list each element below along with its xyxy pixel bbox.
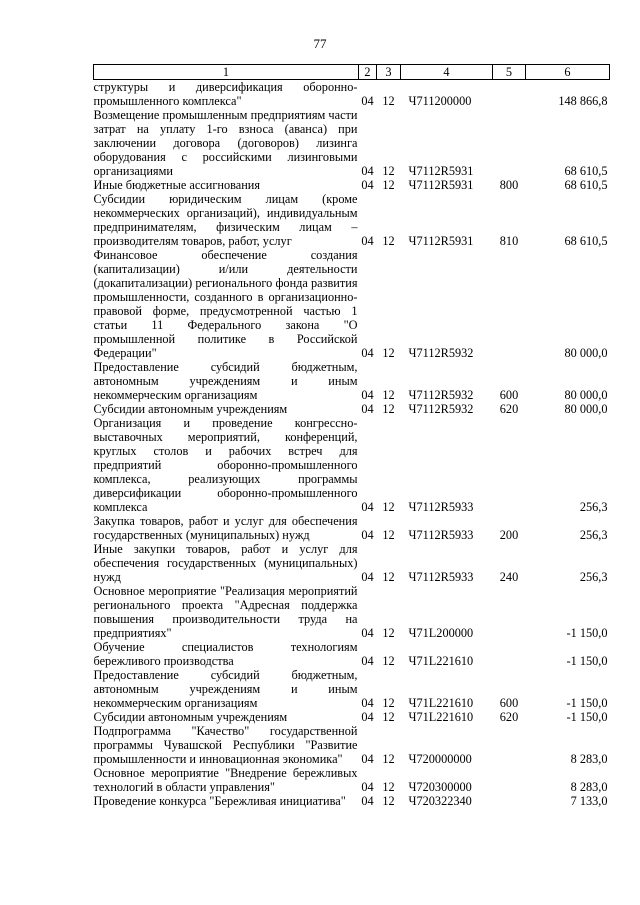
row-name: Иные бюджетные ассигнования	[93, 178, 261, 192]
row-subsection: 12	[382, 626, 395, 640]
row-subsection: 12	[382, 388, 395, 402]
row-name: Иные закупки товаров, работ и услуг для обеспечения государственных (муниципальных) нужд	[93, 542, 358, 584]
column-header: 2	[359, 65, 377, 80]
row-type: 240	[499, 570, 519, 584]
row-name: Обучение специалистов технологиям бережливого производства	[93, 640, 358, 668]
row-section: 04	[361, 164, 374, 178]
table-row	[94, 668, 610, 710]
table-body	[94, 80, 610, 809]
row-code: Ч71L221610	[408, 696, 474, 710]
row-name: Предоставление субсидий бюджетным, автономным учреждениям и иным некоммерческим организациям	[93, 668, 358, 710]
row-subsection: 12	[382, 710, 395, 724]
row-type	[493, 80, 526, 109]
row-section: 04	[361, 654, 374, 668]
row-section: 04	[361, 402, 374, 416]
row-amount: 7 133,0	[570, 794, 608, 808]
table-row	[94, 542, 610, 584]
row-subsection: 12	[382, 402, 395, 416]
row-amount: 80 000,0	[564, 388, 608, 402]
row-code: Ч7112R5933	[408, 500, 474, 514]
row-section: 04	[361, 234, 374, 248]
row-subsection: 12	[382, 570, 395, 584]
row-type	[493, 640, 526, 668]
row-amount: 80 000,0	[564, 346, 608, 360]
row-subsection: 12	[382, 528, 395, 542]
row-section: 04	[361, 626, 374, 640]
table-row	[94, 794, 610, 808]
row-type	[493, 416, 526, 514]
row-amount: 256,3	[579, 500, 608, 514]
row-section: 04	[361, 528, 374, 542]
table-row	[94, 724, 610, 766]
table-row	[94, 80, 610, 109]
table-row	[94, 514, 610, 542]
row-name: Закупка товаров, работ и услуг для обеспечения государственных (муниципальных) нужд	[93, 514, 358, 542]
row-subsection: 12	[382, 696, 395, 710]
row-code: Ч7112R5931	[408, 164, 474, 178]
row-name: Основное мероприятие "Реализация мероприятий регионального проекта "Адресная поддержка повышения производительности труда на предприятиях"	[93, 584, 358, 640]
column-header: 3	[377, 65, 401, 80]
row-code: Ч7112R5932	[408, 402, 474, 416]
row-name: Субсидии автономным учреждениям	[93, 402, 288, 416]
table-row	[94, 192, 610, 248]
row-subsection: 12	[382, 752, 395, 766]
row-type: 200	[499, 528, 519, 542]
row-name: структуры и диверсификация оборонно-промышленного комплекса"	[93, 80, 358, 108]
table-row	[94, 248, 610, 360]
row-subsection: 12	[382, 794, 395, 808]
row-amount: 256,3	[579, 528, 608, 542]
row-name: Финансовое обеспечение создания (капитализации) и/или деятельности (докапитализации) регионального фонда развития промышленности, созданного в организационно-правовой форме, предусмотренной частью 1 статьи 11 Федерального закона "О промышленной политике в Российской Федерации"	[93, 248, 358, 360]
row-section: 04	[361, 696, 374, 710]
row-subsection: 12	[382, 780, 395, 794]
row-amount: 80 000,0	[564, 402, 608, 416]
row-type: 620	[499, 710, 519, 724]
row-amount: -1 150,0	[566, 696, 608, 710]
column-header: 4	[401, 65, 493, 80]
row-type	[493, 766, 526, 794]
row-code: Ч7112R5931	[408, 234, 474, 248]
row-name: Организация и проведение конгрессно-выставочных мероприятий, конференций, круглых столов и рабочих встреч для предприятий оборонно-промышленного комплекса, реализующих программы диверсификации оборонно-промышленного комплекса	[93, 416, 358, 514]
row-subsection: 12	[382, 164, 395, 178]
row-amount: -1 150,0	[566, 654, 608, 668]
row-type: 620	[499, 402, 519, 416]
row-code: Ч71L221610	[408, 710, 474, 724]
header-row	[94, 65, 610, 80]
row-amount: 148 866,8	[558, 94, 608, 108]
row-code: Ч720300000	[408, 780, 472, 794]
table-row	[94, 584, 610, 640]
row-amount: 68 610,5	[564, 164, 608, 178]
row-name: Возмещение промышленным предприятиям части затрат на уплату 1-го взноса (аванса) при заключении договора (договоров) лизинга оборудования с российскими лизинговыми организациями	[93, 108, 358, 178]
table-row	[94, 710, 610, 724]
row-type	[493, 108, 526, 178]
row-subsection: 12	[382, 178, 395, 192]
row-section: 04	[361, 178, 374, 192]
row-amount: 68 610,5	[564, 234, 608, 248]
row-type	[493, 794, 526, 808]
row-amount: 8 283,0	[570, 752, 608, 766]
row-code: Ч7112R5932	[408, 346, 474, 360]
page-number: 77	[313, 36, 327, 51]
table-row	[94, 360, 610, 402]
table-header	[94, 65, 610, 80]
row-subsection: 12	[382, 234, 395, 248]
row-type: 600	[499, 388, 519, 402]
row-section: 04	[361, 794, 374, 808]
budget-table	[93, 64, 610, 808]
row-name: Предоставление субсидий бюджетным, автономным учреждениям и иным некоммерческим организациям	[93, 360, 358, 402]
row-type	[493, 724, 526, 766]
row-name: Проведение конкурса "Бережливая инициатива"	[93, 794, 346, 808]
row-section: 04	[361, 710, 374, 724]
row-section: 04	[361, 94, 374, 108]
row-section: 04	[361, 752, 374, 766]
row-subsection: 12	[382, 94, 395, 108]
row-subsection: 12	[382, 346, 395, 360]
row-code: Ч71L200000	[408, 626, 474, 640]
row-section: 04	[361, 500, 374, 514]
row-name: Основное мероприятие "Внедрение бережливых технологий в области управления"	[93, 766, 358, 794]
row-section: 04	[361, 346, 374, 360]
row-amount: -1 150,0	[566, 710, 608, 724]
row-name: Субсидии юридическим лицам (кроме некоммерческих организаций), индивидуальным предпринимателям, физическим лицам – производителям товаров, работ, услуг	[93, 192, 358, 248]
row-type	[493, 248, 526, 360]
row-type: 800	[499, 178, 519, 192]
row-section: 04	[361, 780, 374, 794]
row-code: Ч71L221610	[408, 654, 474, 668]
table-row	[94, 402, 610, 416]
row-subsection: 12	[382, 500, 395, 514]
row-section: 04	[361, 388, 374, 402]
row-code: Ч720322340	[408, 794, 472, 808]
row-code: Ч7112R5932	[408, 388, 474, 402]
table-row	[94, 640, 610, 668]
row-code: Ч720000000	[408, 752, 472, 766]
row-name: Субсидии автономным учреждениям	[93, 710, 288, 724]
table-row	[94, 178, 610, 192]
row-code: Ч7112R5933	[408, 528, 474, 542]
table-row	[94, 416, 610, 514]
row-amount: 8 283,0	[570, 780, 608, 794]
column-header: 6	[526, 65, 610, 80]
table-row	[94, 766, 610, 794]
row-type: 600	[499, 696, 519, 710]
row-code: Ч7112R5931	[408, 178, 474, 192]
row-code: Ч7112R5933	[408, 570, 474, 584]
row-type	[493, 584, 526, 640]
table-row	[94, 108, 610, 178]
column-header: 5	[493, 65, 526, 80]
row-amount: 256,3	[579, 570, 608, 584]
column-header: 1	[94, 65, 359, 80]
row-name: Подпрограмма "Качество" государственной программы Чувашской Республики "Развитие промышленности и инновационная экономика"	[93, 724, 358, 766]
row-type: 810	[499, 234, 519, 248]
row-amount: -1 150,0	[566, 626, 608, 640]
row-section: 04	[361, 570, 374, 584]
row-amount: 68 610,5	[564, 178, 608, 192]
row-code: Ч711200000	[408, 94, 472, 108]
row-subsection: 12	[382, 654, 395, 668]
